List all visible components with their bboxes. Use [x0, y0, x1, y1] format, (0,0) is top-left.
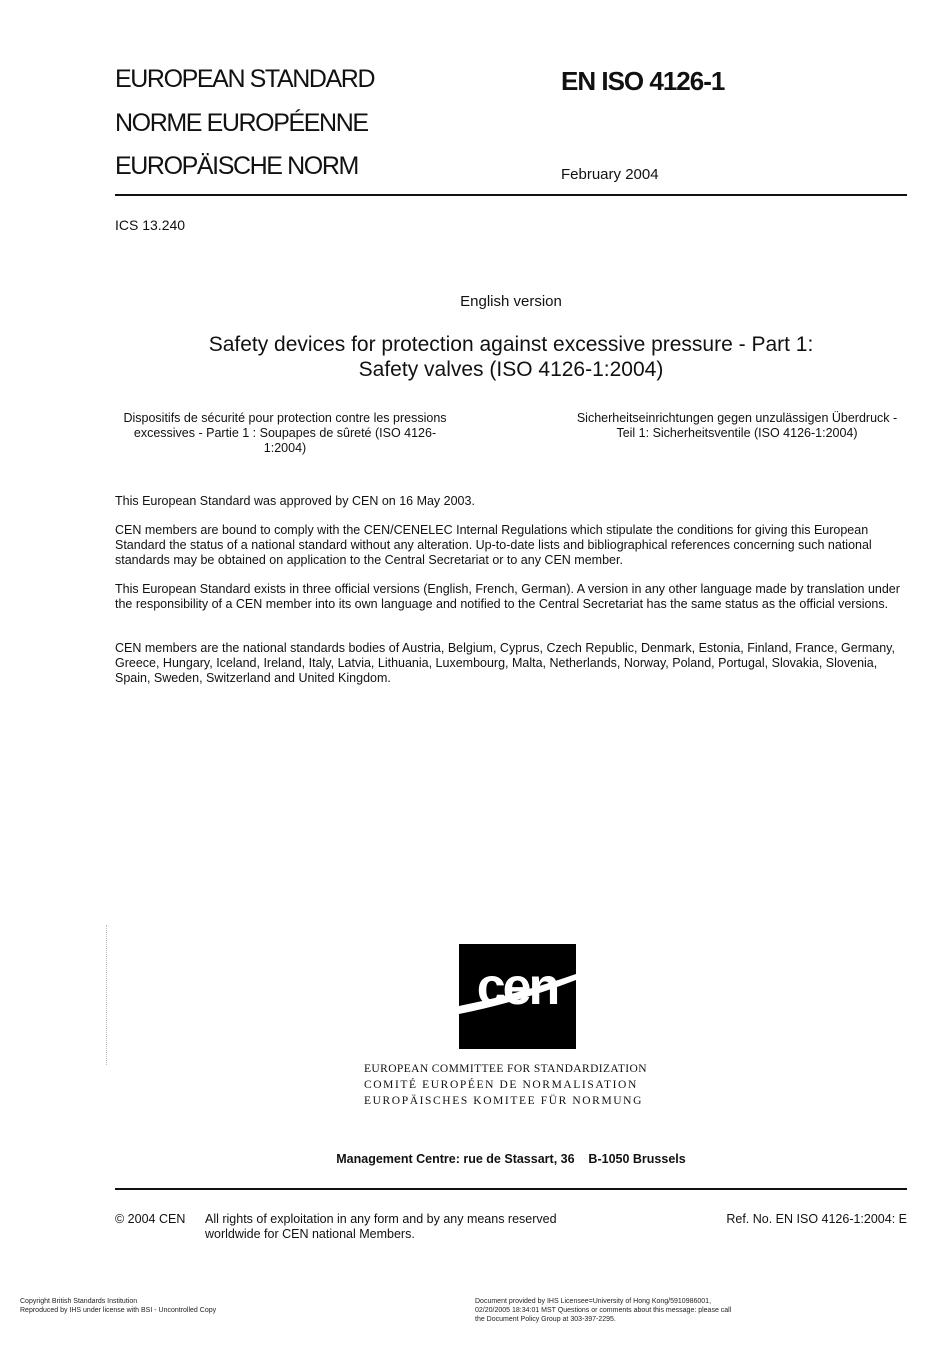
copyright-source-line: Reproduced by IHS under license with BSI - Uncontrolled Copy: [20, 1307, 217, 1314]
title-french: Dispositifs de sécurité pour protection contre les pressions excessives - Partie 1 : Soupapes de sûreté (ISO 4126-1:2004): [123, 411, 447, 455]
paragraph-regulations: CEN members are bound to comply with the CEN/CENELEC Internal Regulations which stipulate the conditions for giving this European Standard the status of a national standard without any alteration. Up-to-date lists and bibliographical references concerning such national standards may be obtained on application to the Central Secretariat or to any CEN member.: [115, 523, 872, 567]
document-title: Safety devices for protection against excessive pressure - Part 1: Safety valves (ISO 4126-1:2004): [208, 333, 814, 381]
management-centre: Management Centre: rue de Stassart, 36 B-1050 Brussels: [336, 1152, 686, 1166]
standard-number: EN ISO 4126-1: [561, 66, 725, 96]
header-rule: [115, 194, 907, 196]
paragraph-versions: This European Standard exists in three official versions (English, French, German). A version in any other language made by translation under the responsibility of a CEN member into its own language and notified to the Central Secretariat has the same status as the official versions.: [115, 582, 900, 611]
document-provider-line: 02/20/2005 18:34:01 MST Questions or comments about this message: please call: [475, 1307, 732, 1314]
copyright-source: [20, 1297, 216, 1315]
header-name-de: EUROPÄISCHE NORM: [115, 152, 358, 180]
document-provider-line: Document provided by IHS Licensee=University of Hong Kong/5910986001,: [475, 1298, 712, 1305]
cen-name-fr: COMITÉ EUROPÉEN DE NORMALISATION: [364, 1079, 638, 1091]
paragraph-approval: This European Standard was approved by CEN on 16 May 2003.: [115, 494, 475, 508]
copyright-notice: © 2004 CEN: [115, 1212, 186, 1226]
footer-rule: [115, 1188, 907, 1190]
cen-name-en: EUROPEAN COMMITTEE FOR STANDARDIZATION: [364, 1063, 647, 1075]
version-label: English version: [460, 293, 562, 310]
publication-date: February 2004: [561, 166, 659, 183]
copyright-source-line: Copyright British Standards Institution: [20, 1298, 138, 1305]
cen-logo: [459, 944, 576, 1049]
ics-code: ICS 13.240: [115, 217, 186, 233]
header-name-fr: NORME EUROPÉENNE: [115, 109, 368, 137]
document-provider-line: the Document Policy Group at 303-397-2295.: [475, 1316, 616, 1323]
rights-statement: All rights of exploitation in any form and by any means reserved worldwide for CEN national Members.: [205, 1212, 557, 1241]
margin-mark: [106, 925, 107, 1065]
document-provider: [475, 1297, 731, 1324]
logo-text: cen: [476, 958, 558, 1016]
title-german: Sicherheitseinrichtungen gegen unzulässigen Überdruck - Teil 1: Sicherheitsventile (ISO 4126-1:2004): [576, 411, 898, 440]
paragraph-members: CEN members are the national standards bodies of Austria, Belgium, Cyprus, Czech Republic, Denmark, Estonia, Finland, France, Germany, Greece, Hungary, Iceland, Ireland, Italy, Latvia, Lithuania, Luxembourg, Malta, Netherlands, Norway, Poland, Portugal, Slovakia, Slovenia, Spain, Sweden, Switzerland and United Kingdom.: [115, 641, 895, 685]
cen-name-de: EUROPÄISCHES KOMITEE FÜR NORMUNG: [364, 1095, 643, 1107]
reference-number: Ref. No. EN ISO 4126-1:2004: E: [726, 1212, 907, 1226]
cen-logo-mark: [459, 944, 576, 1049]
header-name-en: EUROPEAN STANDARD: [115, 65, 375, 93]
